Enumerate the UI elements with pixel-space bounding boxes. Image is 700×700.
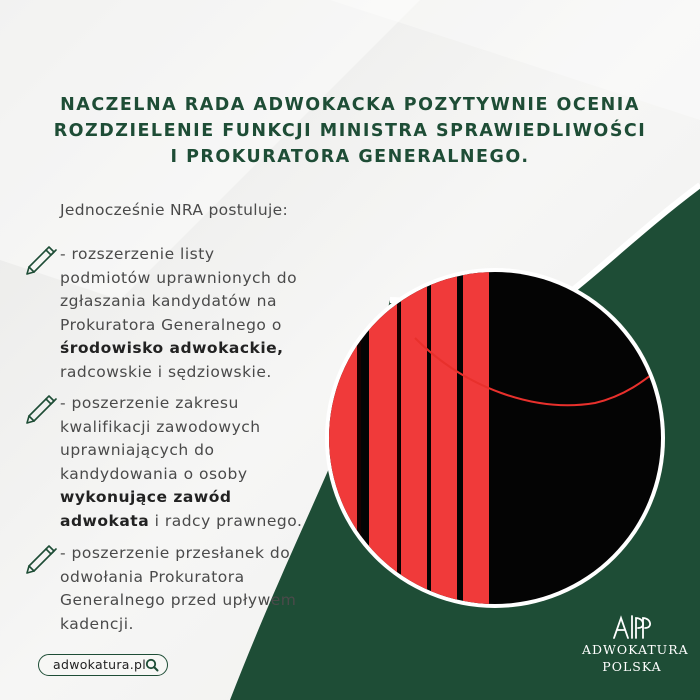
magnifier-icon: [145, 658, 159, 672]
title-line-3: I PROKURATORA GENERALNEGO.: [170, 147, 530, 167]
pen-icon: [22, 392, 58, 428]
website-url[interactable]: adwokatura.pl: [53, 657, 147, 672]
adwokatura-logo: [582, 612, 689, 674]
bold-phrase: środowisko adwokackie,: [60, 339, 284, 357]
point-text-1: - rozszerzenie listy podmiotów uprawnionych do zgłaszania kandydatów na Prokuratora Generalnego o środowisko adwokackie, radcowskie i sędziowskie.: [60, 243, 360, 384]
point-text-3: - poszerzenie przesłanek do odwołania Prokuratora Generalnego przed upływem kadencji.: [60, 544, 297, 633]
pen-icon: [22, 542, 58, 578]
adwokatura-emblem-icon: [610, 612, 654, 642]
logo-text-line-1: ADWOKATURA: [582, 642, 689, 657]
intro-text: Jednocześnie NRA postuluje:: [60, 201, 288, 219]
title-line-2: ROZDZIELENIE FUNKCJI MINISTRA SPRAWIEDLIWOŚCI: [53, 121, 647, 141]
title-line-1: NACZELNA RADA ADWOKACKA POZYTYWNIE OCENIA: [60, 95, 640, 115]
logo-text-line-2: POLSKA: [602, 659, 662, 674]
circular-photo: [325, 268, 665, 608]
bold-phrase: adwokata: [60, 511, 150, 530]
point-text-2: - poszerzenie zakresu kwalifikacji zawodowych uprawniających do kandydowania o osoby wykonujące zawód adwokata i radcy prawnego.: [60, 392, 360, 533]
bold-phrase: wykonujące zawód: [60, 488, 232, 506]
page-title: [30, 92, 670, 170]
website-link[interactable]: [38, 654, 168, 676]
pen-icon: [22, 243, 58, 279]
